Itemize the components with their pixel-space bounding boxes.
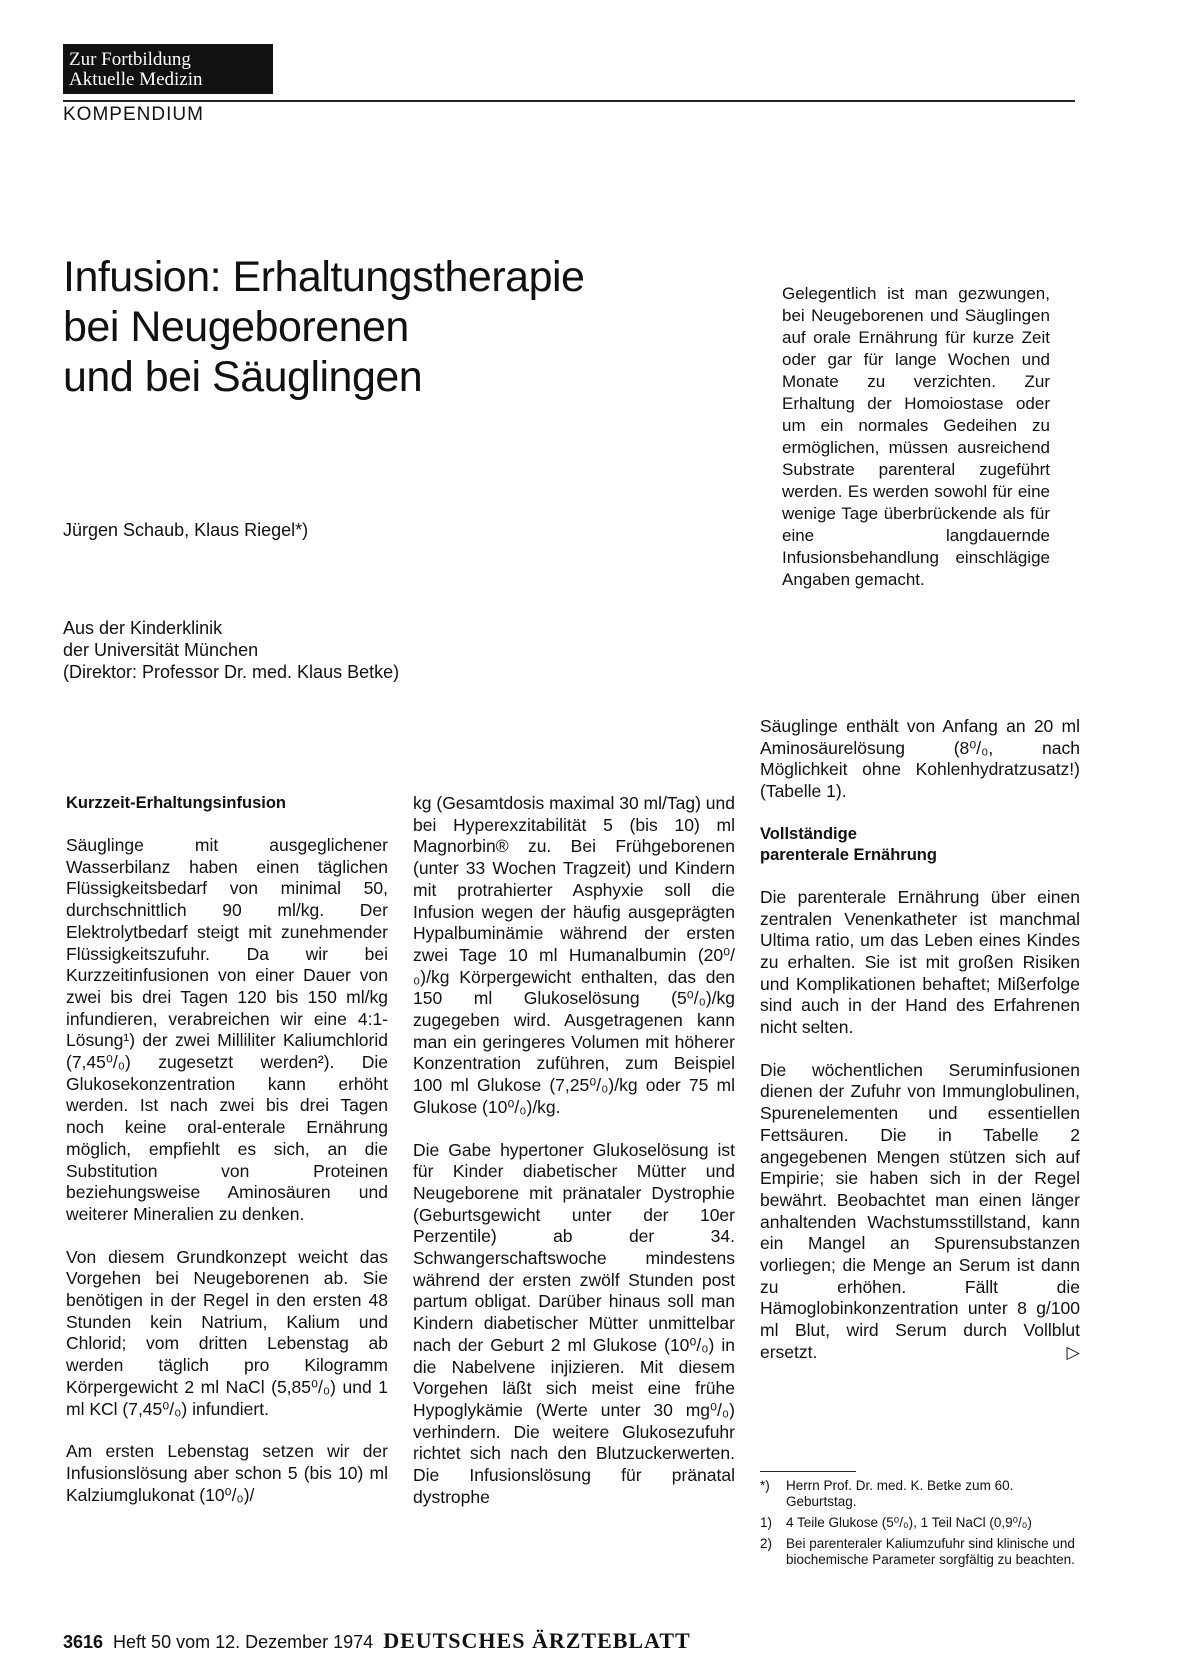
- paragraph: Die parenterale Ernährung über einen zentralen Venenkatheter ist manchmal Ultima ratio, um das Leben eines Kindes zu erhalten. Sie ist mit großen Risiken und Komplikationen behaftet; Mißerfolge sind auch in der Hand des Erfahrenen nicht selten.: [760, 886, 1080, 1038]
- footnote-text: 4 Teile Glukose (5⁰/₀), 1 Teil NaCl (0,9⁰/₀): [786, 1515, 1032, 1530]
- footnote-mark: 2): [760, 1536, 773, 1551]
- paragraph: Säuglinge enthält von Anfang an 20 ml Aminosäurelösung (8⁰/₀, nach Möglichkeit ohne Kohlenhydratzusatz!) (Tabelle 1).: [760, 716, 1080, 802]
- badge-line-2: Aktuelle Medizin: [69, 69, 203, 90]
- footnote-text: Herrn Prof. Dr. med. K. Betke zum 60. Geburtstag.: [786, 1478, 1014, 1509]
- paragraph: Säuglinge mit ausgeglichener Wasserbilanz haben einen täglichen Flüssigkeitsbedarf von minimal 50, durchschnittlich 90 ml/kg. Der Elektrolytbedarf steigt mit zunehmender Flüssigkeitszufuhr. Da wir bei Kurzzeitinfusionen von einer Dauer von zwei bis drei Tagen 120 bis 150 ml/kg infundieren, verabreichen wir eine 4:1-Lösung¹) der zwei Milliliter Kaliumchlorid (7,45⁰/₀) zugesetzt werden²). Die Glukosekonzentration kann erhöht werden. Ist nach zwei bis drei Tagen noch keine oral-enterale Ernährung möglich, empfiehlt es sich, an die Substitution von Proteinen beziehungsweise Aminosäuren und weiterer Mineralien zu denken.: [66, 835, 388, 1224]
- affiliation-line-3: (Direktor: Professor Dr. med. Klaus Betke): [63, 662, 400, 682]
- paragraph: [760, 1060, 1080, 1364]
- paragraph: Von diesem Grundkonzept weicht das Vorgehen bei Neugeborenen ab. Sie benötigen in der Regel in den ersten 48 Stunden kein Natrium, Kalium und Chlorid; vom dritten Lebenstag ab werden täglich pro Kilogramm Körpergewicht 2 ml NaCl (5,85⁰/₀) und 1 ml KCl (7,45⁰/₀) infundiert.: [66, 1246, 388, 1419]
- footnote: [760, 1536, 1080, 1568]
- affiliation: [63, 617, 399, 683]
- abstract: Gelegentlich ist man gezwungen, bei Neugeborenen und Säuglingen auf orale Ernährung für kurze Zeit oder gar für lange Wochen und Monate zu verzichten. Zur Erhaltung der Homoiostase oder um ein normales Gedeihen zu ermöglichen, müssen ausreichend Substrate parenteral zugeführt werden. Es werden sowohl für eine wenige Tage überbrückende als für eine langdauernde Infusionsbehandlung einschlägige Angaben gemacht.: [782, 284, 1050, 589]
- paragraph: Am ersten Lebenstag setzen wir der Infusionslösung aber schon 5 (bis 10) ml Kalziumglukonat (10⁰/₀)/: [66, 1441, 388, 1505]
- section-heading-parenterale: [760, 824, 1080, 866]
- article-title: [63, 252, 683, 402]
- body-column-2: [413, 793, 735, 1530]
- badge-line-1: Zur Fortbildung: [69, 49, 191, 70]
- page-footer: [63, 1628, 691, 1654]
- section-heading-kurzzeit: Kurzzeit-Erhaltungsinfusion: [66, 794, 286, 812]
- section-badge: [63, 44, 273, 94]
- affiliation-line-1: Aus der Kinderklinik: [63, 618, 223, 638]
- heading-line-1: Vollständige: [760, 824, 857, 843]
- authors: Jürgen Schaub, Klaus Riegel*): [63, 520, 309, 540]
- title-line-1: Infusion: Erhaltungstherapie: [63, 253, 585, 301]
- footnote: [760, 1515, 1080, 1531]
- journal-name: DEUTSCHES ÄRZTEBLATT: [383, 1628, 691, 1653]
- affiliation-line-2: der Universität München: [63, 640, 259, 660]
- footnotes: [760, 1478, 1080, 1573]
- title-line-3: und bei Säuglingen: [63, 353, 423, 401]
- paragraph: Die Gabe hypertoner Glukoselösung ist für Kinder diabetischer Mütter und Neugeborene mit pränataler Dystrophie (Geburtsgewicht unter der 10er Perzentile) ab der 34. Schwangerschaftswoche mindestens während der ersten zwölf Stunden post partum obligat. Darüber hinaus soll man Kindern diabetischer Mütter unmittelbar nach der Geburt 2 ml Glukose (10⁰/₀) in die Nabelvene injizieren. Mit diesem Vorgehen läßt sich meist eine frühe Hypoglykämie (Werte unter 30 mg⁰/₀) verhindern. Die weitere Glukosezufuhr richtet sich nach den Blutzuckerwerten. Die Infusionslösung für pränatal dystrophe: [413, 1139, 735, 1507]
- footnote-mark: *): [760, 1478, 770, 1493]
- footnote-mark: 1): [760, 1515, 773, 1530]
- page-number: 3616: [63, 1632, 104, 1652]
- header-rule: [63, 100, 1075, 102]
- body-column-3: [760, 716, 1080, 1385]
- title-line-2: bei Neugeborenen: [63, 303, 409, 351]
- paragraph: kg (Gesamtdosis maximal 30 ml/Tag) und bei Hyperexzitabilität 5 (bis 10) ml Magnorbin® zu. Bei Frühgeborenen (unter 33 Wochen Tragzeit) und Kindern mit protrahierter Asphyxie soll die Infusion wegen der häufig ausgeprägten Hypalbuminämie während der ersten zwei Tage 10 ml Humanalbumin (20⁰/₀)/kg Körpergewicht enthalten, das den 150 ml Glukoselösung (5⁰/₀)/kg zugegeben wird. Ausgetragenen kann man ein geringeres Volumen mit höherer Konzentration zuführen, zum Beispiel 100 ml Glukose (7,25⁰/₀)/kg oder 75 ml Glukose (10⁰/₀)/kg.: [413, 793, 735, 1117]
- heading-line-2: parenterale Ernährung: [760, 845, 937, 864]
- paragraph-text: Die wöchentlichen Seruminfusionen dienen der Zufuhr von Immunglobulinen, Spurenelementen und essentiellen Fettsäuren. Die in Tabelle 2 angegebenen Mengen stützen sich auf Empirie; sie haben sich in der Regel bewährt. Beobachtet man einen länger anhaltenden Wachstumsstillstand, kann ein Mangel an Spurensubstanzen vorliegen; die Menge an Serum ist dann zu erhöhen. Fällt die Hämoglobinkonzentration unter 8 g/100 ml Blut, wird Serum durch Vollblut ersetzt.: [760, 1059, 1080, 1362]
- body-column-1: [66, 793, 388, 1527]
- footnote-text: Bei parenteraler Kaliumzufuhr sind klinische und biochemische Parameter sorgfältig zu beachten.: [786, 1536, 1075, 1567]
- continue-arrow-icon: ▷: [1066, 1341, 1080, 1362]
- section-label: KOMPENDIUM: [63, 104, 204, 125]
- footnote: [760, 1478, 1080, 1510]
- issue-info: Heft 50 vom 12. Dezember 1974: [113, 1632, 374, 1652]
- footnote-rule: [760, 1471, 856, 1472]
